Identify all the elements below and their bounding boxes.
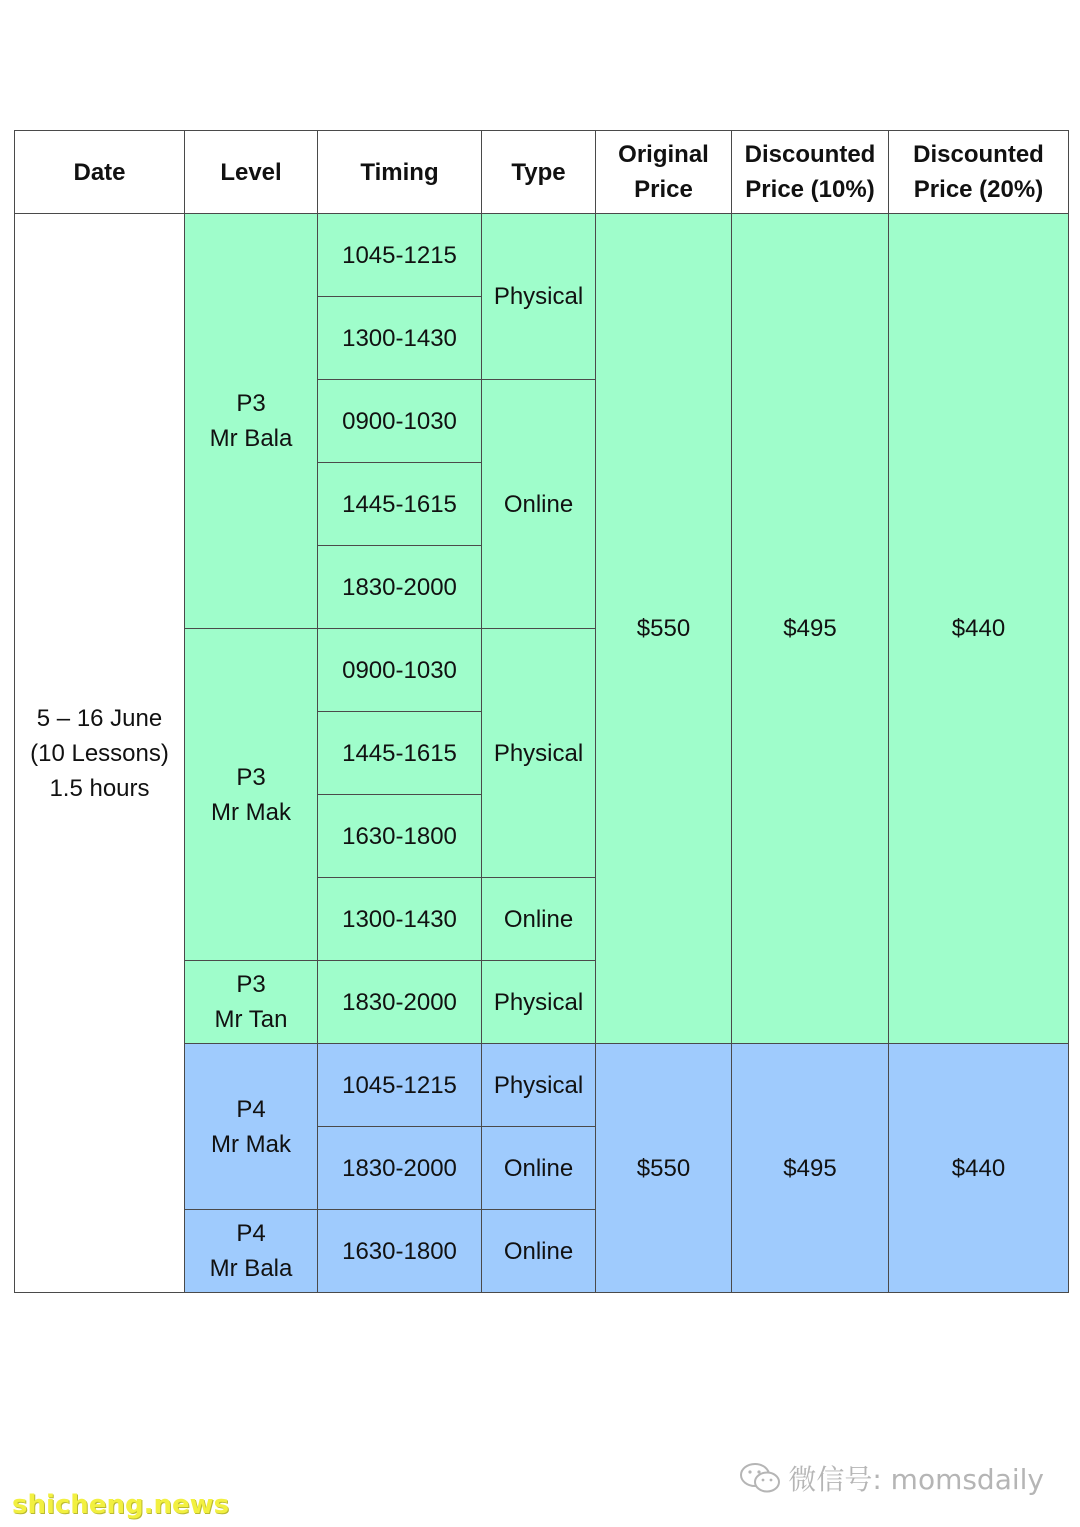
header-timing: Timing (318, 131, 482, 214)
header-level: Level (185, 131, 318, 214)
teacher-label: Mr Bala (209, 425, 293, 452)
header-type: Type (482, 131, 596, 214)
schedule-table (14, 130, 1069, 1293)
header-original-price (596, 131, 732, 214)
type-cell: Online (482, 878, 596, 961)
date-range: 5 – 16 June (36, 704, 163, 732)
timing-cell: 1300-1430 (318, 878, 482, 961)
lesson-count: (10 Lessons) (30, 739, 169, 767)
timing-cell: 1830-2000 (318, 1127, 482, 1210)
type-cell: Online (482, 1127, 596, 1210)
type-cell: Physical (482, 629, 596, 878)
teacher-label: Mr Mak (211, 1130, 291, 1158)
level-label: P3 (236, 971, 266, 998)
timing-cell: 1630-1800 (318, 795, 482, 878)
header-discounted-20 (889, 131, 1069, 214)
header-discounted-10 (732, 131, 889, 214)
p4-original-price: $550 (596, 1044, 732, 1293)
timing-cell: 1300-1430 (318, 297, 482, 380)
lesson-duration: 1.5 hours (49, 774, 150, 802)
type-cell: Physical (482, 961, 596, 1044)
wechat-watermark (738, 1458, 1044, 1498)
teacher-label: Mr Mak (211, 798, 291, 826)
level-label: P4 (236, 1095, 266, 1123)
timing-cell: 0900-1030 (318, 380, 482, 463)
p4-discounted-price-20: $440 (889, 1044, 1069, 1293)
timing-cell: 0900-1030 (318, 629, 482, 712)
table-row (15, 214, 1069, 297)
level-label: P3 (236, 763, 266, 791)
header-discounted-20-line2: Price (20%) (913, 176, 1044, 203)
level-p3-mr-tan (185, 961, 318, 1044)
level-p4-mr-bala (185, 1210, 318, 1293)
site-watermark: shicheng.news (12, 1490, 230, 1520)
header-row (15, 131, 1069, 214)
level-label: P4 (236, 1220, 266, 1247)
schedule-table-container (14, 130, 1068, 1293)
wechat-icon (738, 1461, 782, 1495)
timing-cell: 1445-1615 (318, 712, 482, 795)
level-p4-mr-mak (185, 1044, 318, 1210)
timing-cell: 1630-1800 (318, 1210, 482, 1293)
date-cell (15, 214, 185, 1293)
header-discounted-10-line2: Price (10%) (745, 176, 875, 203)
type-cell: Physical (482, 214, 596, 380)
header-discounted-10-line1: Discounted (744, 141, 876, 168)
timing-cell: 1045-1215 (318, 214, 482, 297)
type-cell: Online (482, 1210, 596, 1293)
p3-original-price: $550 (596, 214, 732, 1044)
timing-cell: 1445-1615 (318, 463, 482, 546)
header-original-price-line2: Price (634, 176, 693, 203)
p3-discounted-price-10: $495 (732, 214, 889, 1044)
p3-discounted-price-20: $440 (889, 214, 1069, 1044)
p4-discounted-price-10: $495 (732, 1044, 889, 1293)
level-label: P3 (236, 390, 266, 417)
timing-cell: 1830-2000 (318, 546, 482, 629)
teacher-label: Mr Bala (209, 1255, 293, 1282)
type-cell: Physical (482, 1044, 596, 1127)
level-p3-mr-mak (185, 629, 318, 961)
type-cell: Online (482, 380, 596, 629)
header-original-price-line1: Original (618, 141, 709, 168)
teacher-label: Mr Tan (214, 1006, 288, 1033)
header-date: Date (15, 131, 185, 214)
timing-cell: 1045-1215 (318, 1044, 482, 1127)
header-discounted-20-line1: Discounted (913, 141, 1044, 168)
timing-cell: 1830-2000 (318, 961, 482, 1044)
wechat-id-text: 微信号: momsdaily (788, 1463, 1044, 1496)
level-p3-mr-bala (185, 214, 318, 629)
